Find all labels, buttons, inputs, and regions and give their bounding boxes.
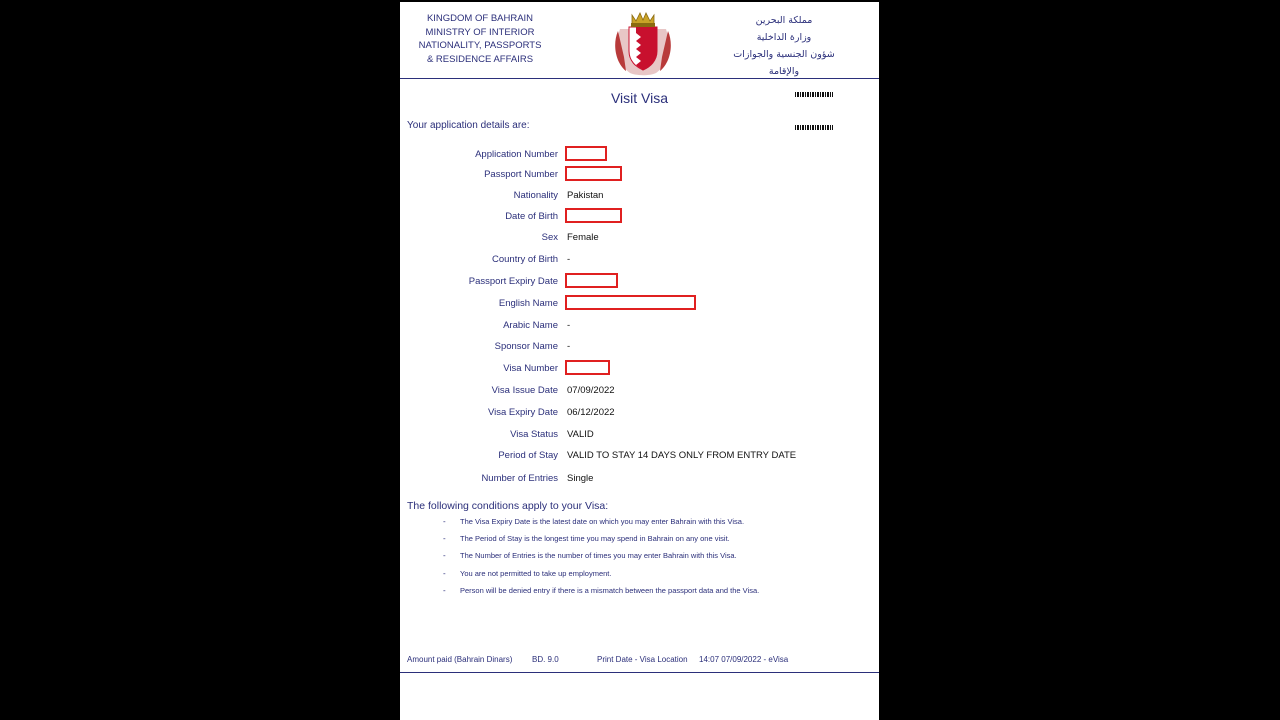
field-row (400, 298, 879, 312)
header-line: MINISTRY OF INTERIOR (425, 26, 535, 38)
field-label: Passport Expiry Date (468, 276, 558, 287)
field-value: Pakistan (567, 190, 604, 201)
field-row (400, 363, 879, 377)
bullet-dash: - (443, 534, 446, 543)
field-label: Visa Issue Date (491, 385, 558, 396)
field-value: VALID (567, 429, 594, 440)
field-label: Visa Number (503, 363, 558, 374)
field-row (400, 211, 879, 225)
field-row (400, 149, 879, 163)
field-label: Sex (541, 232, 558, 243)
print-value: 14:07 07/09/2022 - eVisa (699, 655, 789, 664)
field-label: Country of Birth (492, 254, 558, 265)
field-label: Date of Birth (505, 211, 558, 222)
bullet-dash: - (443, 551, 446, 560)
barcode (795, 92, 833, 97)
bahrain-emblem-icon (612, 7, 674, 77)
header-line: شؤون الجنسية والجوازات والإقامة (733, 49, 835, 77)
field-row (400, 232, 879, 246)
field-value: 06/12/2022 (567, 407, 615, 418)
field-label: Nationality (513, 190, 558, 201)
field-label: Application Number (475, 149, 558, 160)
redaction-box (565, 208, 622, 223)
field-row (400, 254, 879, 268)
condition-text: Person will be denied entry if there is a mismatch between the passport data and the Visa. (460, 586, 760, 595)
field-value: 07/09/2022 (567, 385, 615, 396)
bullet-dash: - (443, 569, 446, 578)
field-row (400, 473, 879, 487)
field-row (400, 169, 879, 183)
field-label: Sponsor Name (494, 341, 558, 352)
header-line: NATIONALITY, PASSPORTS (418, 40, 542, 51)
field-label: Passport Number (484, 169, 558, 180)
header-line: مملكة البحرين (755, 15, 813, 26)
condition-item (400, 586, 879, 598)
field-label: English Name (498, 298, 558, 309)
field-label: Period of Stay (498, 450, 558, 461)
field-value: Single (567, 473, 594, 484)
field-label: Arabic Name (503, 320, 558, 331)
condition-text: You are not permitted to take up employment. (460, 569, 612, 578)
amount-value: BD. 9.0 (532, 655, 559, 664)
condition-item (400, 569, 879, 581)
header-english (410, 12, 550, 66)
conditions-title: The following conditions apply to your Visa: (407, 500, 609, 512)
bullet-dash: - (443, 517, 446, 526)
redaction-box (565, 295, 696, 310)
header-line: & RESIDENCE AFFAIRS (426, 53, 534, 65)
field-label: Visa Expiry Date (487, 407, 558, 418)
field-value: - (567, 320, 571, 331)
condition-text: The Period of Stay is the longest time you may spend in Bahrain on any one visit. (460, 534, 730, 543)
bullet-dash: - (443, 586, 446, 595)
barcode (795, 125, 833, 130)
redaction-box (565, 146, 607, 161)
redaction-box (565, 273, 618, 288)
field-row (400, 341, 879, 355)
document-title: Visit Visa (610, 90, 669, 106)
intro-text: Your application details are: (407, 120, 530, 131)
header-arabic (719, 12, 849, 80)
print-label: Print Date - Visa Location (597, 655, 688, 664)
field-row (400, 450, 879, 464)
field-value: - (567, 341, 571, 352)
footer-divider (400, 672, 879, 673)
amount-label: Amount paid (Bahrain Dinars) (407, 655, 513, 664)
header-divider (400, 78, 879, 79)
redaction-box (565, 166, 622, 181)
visa-document (400, 2, 879, 720)
condition-item (400, 517, 879, 529)
condition-item (400, 551, 879, 563)
field-label: Visa Status (510, 429, 558, 440)
field-row (400, 429, 879, 443)
field-label: Number of Entries (481, 473, 558, 484)
field-row (400, 320, 879, 334)
header-line: وزارة الداخلية (756, 32, 812, 43)
condition-text: The Number of Entries is the number of times you may enter Bahrain with this Visa. (460, 551, 737, 560)
condition-text: The Visa Expiry Date is the latest date on which you may enter Bahrain with this Visa. (460, 517, 745, 526)
field-value: VALID TO STAY 14 DAYS ONLY FROM ENTRY DATE (567, 450, 797, 461)
field-row (400, 385, 879, 399)
redaction-box (565, 360, 610, 375)
header-line: KINGDOM OF BAHRAIN (426, 13, 534, 24)
field-row (400, 407, 879, 421)
field-value: - (567, 254, 571, 265)
field-value: Female (567, 232, 599, 243)
field-row (400, 190, 879, 204)
condition-item (400, 534, 879, 546)
field-row (400, 276, 879, 290)
